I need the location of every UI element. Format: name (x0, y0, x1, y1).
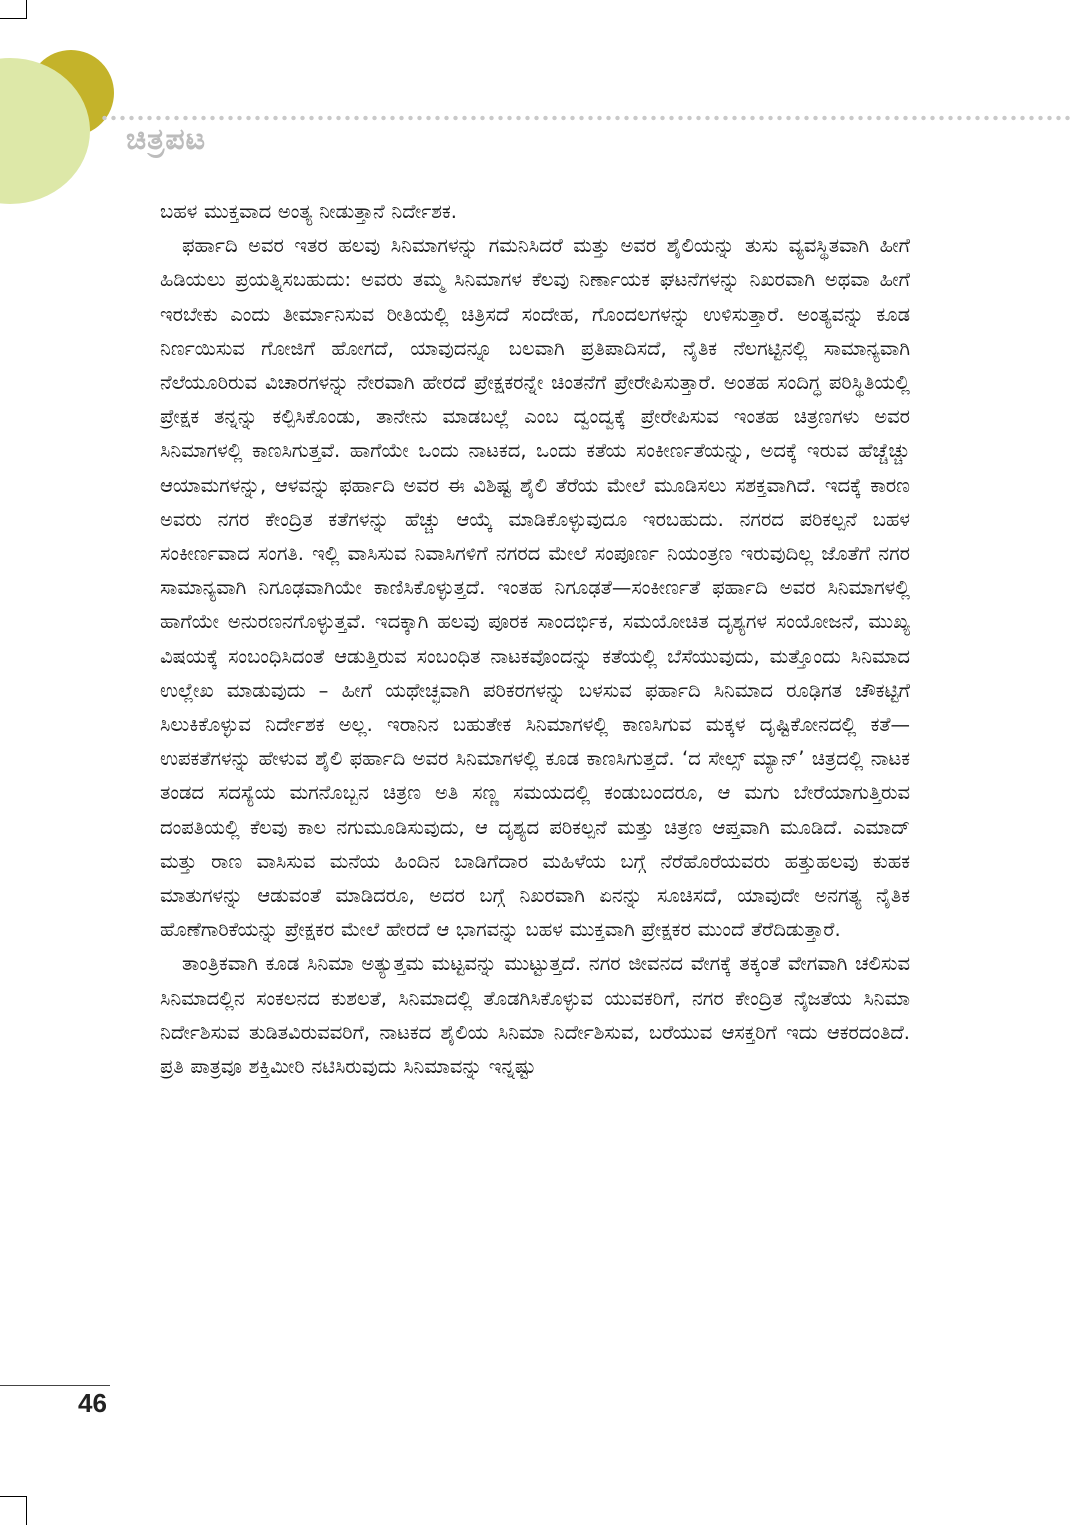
crop-mark-bottom-left-horizontal (0, 1496, 27, 1497)
paragraph: ತಾಂತ್ರಿಕವಾಗಿ ಕೂಡ ಸಿನಿಮಾ ಅತ್ಯುತ್ತಮ ಮಟ್ಟವನ್ನು ಮುಟ್ಟುತ್ತದೆ. ನಗರ ಜೀವನದ ವೇಗಕ್ಕೆ ತಕ್ಕಂತೆ ವೇಗವಾಗಿ ಚಲಿಸುವ ಸಿನಿಮಾದಲ್ಲಿನ ಸಂಕಲನದ ಕುಶಲತೆ, ಸಿನಿಮಾದಲ್ಲಿ ತೊಡಗಿಸಿಕೊಳ್ಳುವ ಯುವಕರಿಗೆ, ನಗರ ಕೇಂದ್ರಿತ ನೈಜತೆಯ ಸಿನಿಮಾ ನಿರ್ದೇಶಿಸುವ ತುಡಿತವಿರುವವರಿಗೆ, ನಾಟಕದ ಶೈಲಿಯ ಸಿನಿಮಾ ನಿರ್ದೇಶಿಸುವ, ಬರೆಯುವ ಆಸಕ್ತರಿಗೆ ಇದು ಆಕರದಂತಿದೆ. ಪ್ರತಿ ಪಾತ್ರವೂ ಶಕ್ತಿಮೀರಿ ನಟಿಸಿರುವುದು ಸಿನಿಮಾವನ್ನು ಇನ್ನಷ್ಟು (160, 952, 910, 1079)
paragraph: ಫರ್ಹಾದಿ ಅವರ ಇತರ ಹಲವು ಸಿನಿಮಾಗಳನ್ನು ಗಮನಿಸಿದರೆ ಮತ್ತು ಅವರ ಶೈಲಿಯನ್ನು ತುಸು ವ್ಯವಸ್ಥಿತವಾಗಿ ಹೀಗೆ ಹಿಡಿಯಲು ಪ್ರಯತ್ನಿಸಬಹುದು: ಅವರು ತಮ್ಮ ಸಿನಿಮಾಗಳ ಕೆಲವು ನಿರ್ಣಾಯಕ ಘಟನೆಗಳನ್ನು ನಿಖರವಾಗಿ ಅಥವಾ ಹೀಗೆ ಇರಬೇಕು ಎಂದು ತೀರ್ಮಾನಿಸುವ ರೀತಿಯಲ್ಲಿ ಚಿತ್ರಿಸದೆ ಸಂದೇಹ, ಗೊಂದಲಗಳನ್ನು ಉಳಿಸುತ್ತಾರೆ. ಅಂತ್ಯವನ್ನು ಕೂಡ ನಿರ್ಣಯಿಸುವ ಗೋಜಿಗೆ ಹೋಗದೆ, ಯಾವುದನ್ನೂ ಬಲವಾಗಿ ಪ್ರತಿಪಾದಿಸದೆ, ನೈತಿಕ ನೆಲಗಟ್ಟಿನಲ್ಲಿ ಸಾಮಾನ್ಯವಾಗಿ ನೆಲೆಯೂರಿರುವ ವಿಚಾರಗಳನ್ನು ನೇರವಾಗಿ ಹೇರದೆ ಪ್ರೇಕ್ಷಕರನ್ನೇ ಚಿಂತನೆಗೆ ಪ್ರೇರೇಪಿಸುತ್ತಾರೆ. ಅಂತಹ ಸಂದಿಗ್ಧ ಪರಿಸ್ಥಿತಿಯಲ್ಲಿ ಪ್ರೇಕ್ಷಕ ತನ್ನನ್ನು ಕಲ್ಪಿಸಿಕೊಂಡು, ತಾನೇನು ಮಾಡಬಲ್ಲೆ ಎಂಬ ದ್ವಂದ್ವಕ್ಕೆ ಪ್ರೇರೇಪಿಸುವ ಇಂತಹ ಚಿತ್ರಣಗಳು ಅವರ ಸಿನಿಮಾಗಳಲ್ಲಿ ಕಾಣಸಿಗುತ್ತವೆ. ಹಾಗೆಯೇ ಒಂದು ನಾಟಕದ, ಒಂದು ಕತೆಯ ಸಂಕೀರ್ಣತೆಯನ್ನು, ಅದಕ್ಕೆ ಇರುವ ಹೆಚ್ಚೆಚ್ಚು ಆಯಾಮಗಳನ್ನು, ಆಳವನ್ನು ಫರ್ಹಾದಿ ಅವರ ಈ ವಿಶಿಷ್ಟ ಶೈಲಿ ತೆರೆಯ ಮೇಲೆ ಮೂಡಿಸಲು ಸಶಕ್ತವಾಗಿದೆ. ಇದಕ್ಕೆ ಕಾರಣ ಅವರು ನಗರ ಕೇಂದ್ರಿತ ಕತೆಗಳನ್ನು ಹೆಚ್ಚು ಆಯ್ಕೆ ಮಾಡಿಕೊಳ್ಳುವುದೂ ಇರಬಹುದು. ನಗರದ ಪರಿಕಲ್ಪನೆ ಬಹಳ ಸಂಕೀರ್ಣವಾದ ಸಂಗತಿ. ಇಲ್ಲಿ ವಾಸಿಸುವ ನಿವಾಸಿಗಳಿಗೆ ನಗರದ ಮೇಲೆ ಸಂಪೂರ್ಣ ನಿಯಂತ್ರಣ ಇರುವುದಿಲ್ಲ ಜೊತೆಗೆ ನಗರ ಸಾಮಾನ್ಯವಾಗಿ ನಿಗೂಢವಾಗಿಯೇ ಕಾಣಿಸಿಕೊಳ್ಳುತ್ತದೆ. ಇಂತಹ ನಿಗೂಢತೆ—ಸಂಕೀರ್ಣತೆ ಫರ್ಹಾದಿ ಅವರ ಸಿನಿಮಾಗಳಲ್ಲಿ ಹಾಗೆಯೇ ಅನುರಣನಗೊಳ್ಳುತ್ತವೆ. ಇದಕ್ಕಾಗಿ ಹಲವು ಪೂರಕ ಸಾಂದರ್ಭಿಕ, ಸಮಯೋಚಿತ ದೃಶ್ಯಗಳ ಸಂಯೋಜನೆ, ಮುಖ್ಯ ವಿಷಯಕ್ಕೆ ಸಂಬಂಧಿಸಿದಂತೆ ಆಡುತ್ತಿರುವ ಸಂಬಂಧಿತ ನಾಟಕವೊಂದನ್ನು ಕತೆಯಲ್ಲಿ ಬೆಸೆಯುವುದು, ಮತ್ತೊಂದು ಸಿನಿಮಾದ ಉಲ್ಲೇಖ ಮಾಡುವುದು – ಹೀಗೆ ಯಥೇಚ್ಛವಾಗಿ ಪರಿಕರಗಳನ್ನು ಬಳಸುವ ಫರ್ಹಾದಿ ಸಿನಿಮಾದ ರೂಢಿಗತ ಚೌಕಟ್ಟಿಗೆ ಸಿಲುಕಿಕೊಳ್ಳುವ ನಿರ್ದೇಶಕ ಅಲ್ಲ. ಇರಾನಿನ ಬಹುತೇಕ ಸಿನಿಮಾಗಳಲ್ಲಿ ಕಾಣಸಿಗುವ ಮಕ್ಕಳ ದೃಷ್ಟಿಕೋನದಲ್ಲಿ ಕತೆ—ಉಪಕತೆಗಳನ್ನು ಹೇಳುವ ಶೈಲಿ ಫರ್ಹಾದಿ ಅವರ ಸಿನಿಮಾಗಳಲ್ಲಿ ಕೂಡ ಕಾಣಸಿಗುತ್ತದೆ. ‘ದ ಸೇಲ್ಸ್ ಮ್ಯಾನ್’ ಚಿತ್ರದಲ್ಲಿ ನಾಟಕ ತಂಡದ ಸದಸ್ಯೆಯ ಮಗನೊಬ್ಬನ ಚಿತ್ರಣ ಅತಿ ಸಣ್ಣ ಸಮಯದಲ್ಲಿ ಕಂಡುಬಂದರೂ, ಆ ಮಗು ಬೇರೆಯಾಗುತ್ತಿರುವ ದಂಪತಿಯಲ್ಲಿ ಕೆಲವು ಕಾಲ ನಗುಮೂಡಿಸುವುದು, ಆ ದೃಶ್ಯದ ಪರಿಕಲ್ಪನೆ ಮತ್ತು ಚಿತ್ರಣ ಆಪ್ತವಾಗಿ ಮೂಡಿದೆ. ಎಮಾದ್ ಮತ್ತು ರಾಣ ವಾಸಿಸುವ ಮನೆಯ ಹಿಂದಿನ ಬಾಡಿಗೆದಾರ ಮಹಿಳೆಯ ಬಗ್ಗೆ ನೆರೆಹೊರೆಯವರು ಹತ್ತುಹಲವು ಕುಹಕ ಮಾತುಗಳನ್ನು ಆಡುವಂತೆ ಮಾಡಿದರೂ, ಅದರ ಬಗ್ಗೆ ನಿಖರವಾಗಿ ಏನನ್ನು ಸೂಚಿಸದೆ, ಯಾವುದೇ ಅನಗತ್ಯ ನೈತಿಕ ಹೊಣೆಗಾರಿಕೆಯನ್ನು ಪ್ರೇಕ್ಷಕರ ಮೇಲೆ ಹೇರದೆ ಆ ಭಾಗವನ್ನು ಬಹಳ ಮುಕ್ತವಾಗಿ ಪ್ರೇಕ್ಷಕರ ಮುಂದೆ ತೆರೆದಿಡುತ್ತಾರೆ. (160, 234, 910, 942)
page-number: 46 (78, 1388, 107, 1418)
crop-mark-top-left-vertical (26, 0, 27, 18)
crop-mark-top-left-horizontal (0, 18, 27, 19)
dotted-header-rule (100, 115, 1072, 121)
footer-rule (0, 1385, 110, 1386)
paragraph: ಬಹಳ ಮುಕ್ತವಾದ ಅಂತ್ಯ ನೀಡುತ್ತಾನೆ ನಿರ್ದೇಶಕ. (160, 200, 457, 223)
section-title: ಚಿತ್ರಪಟ (126, 122, 207, 157)
crop-mark-bottom-left-vertical (26, 1496, 27, 1525)
article-body (160, 195, 910, 1084)
